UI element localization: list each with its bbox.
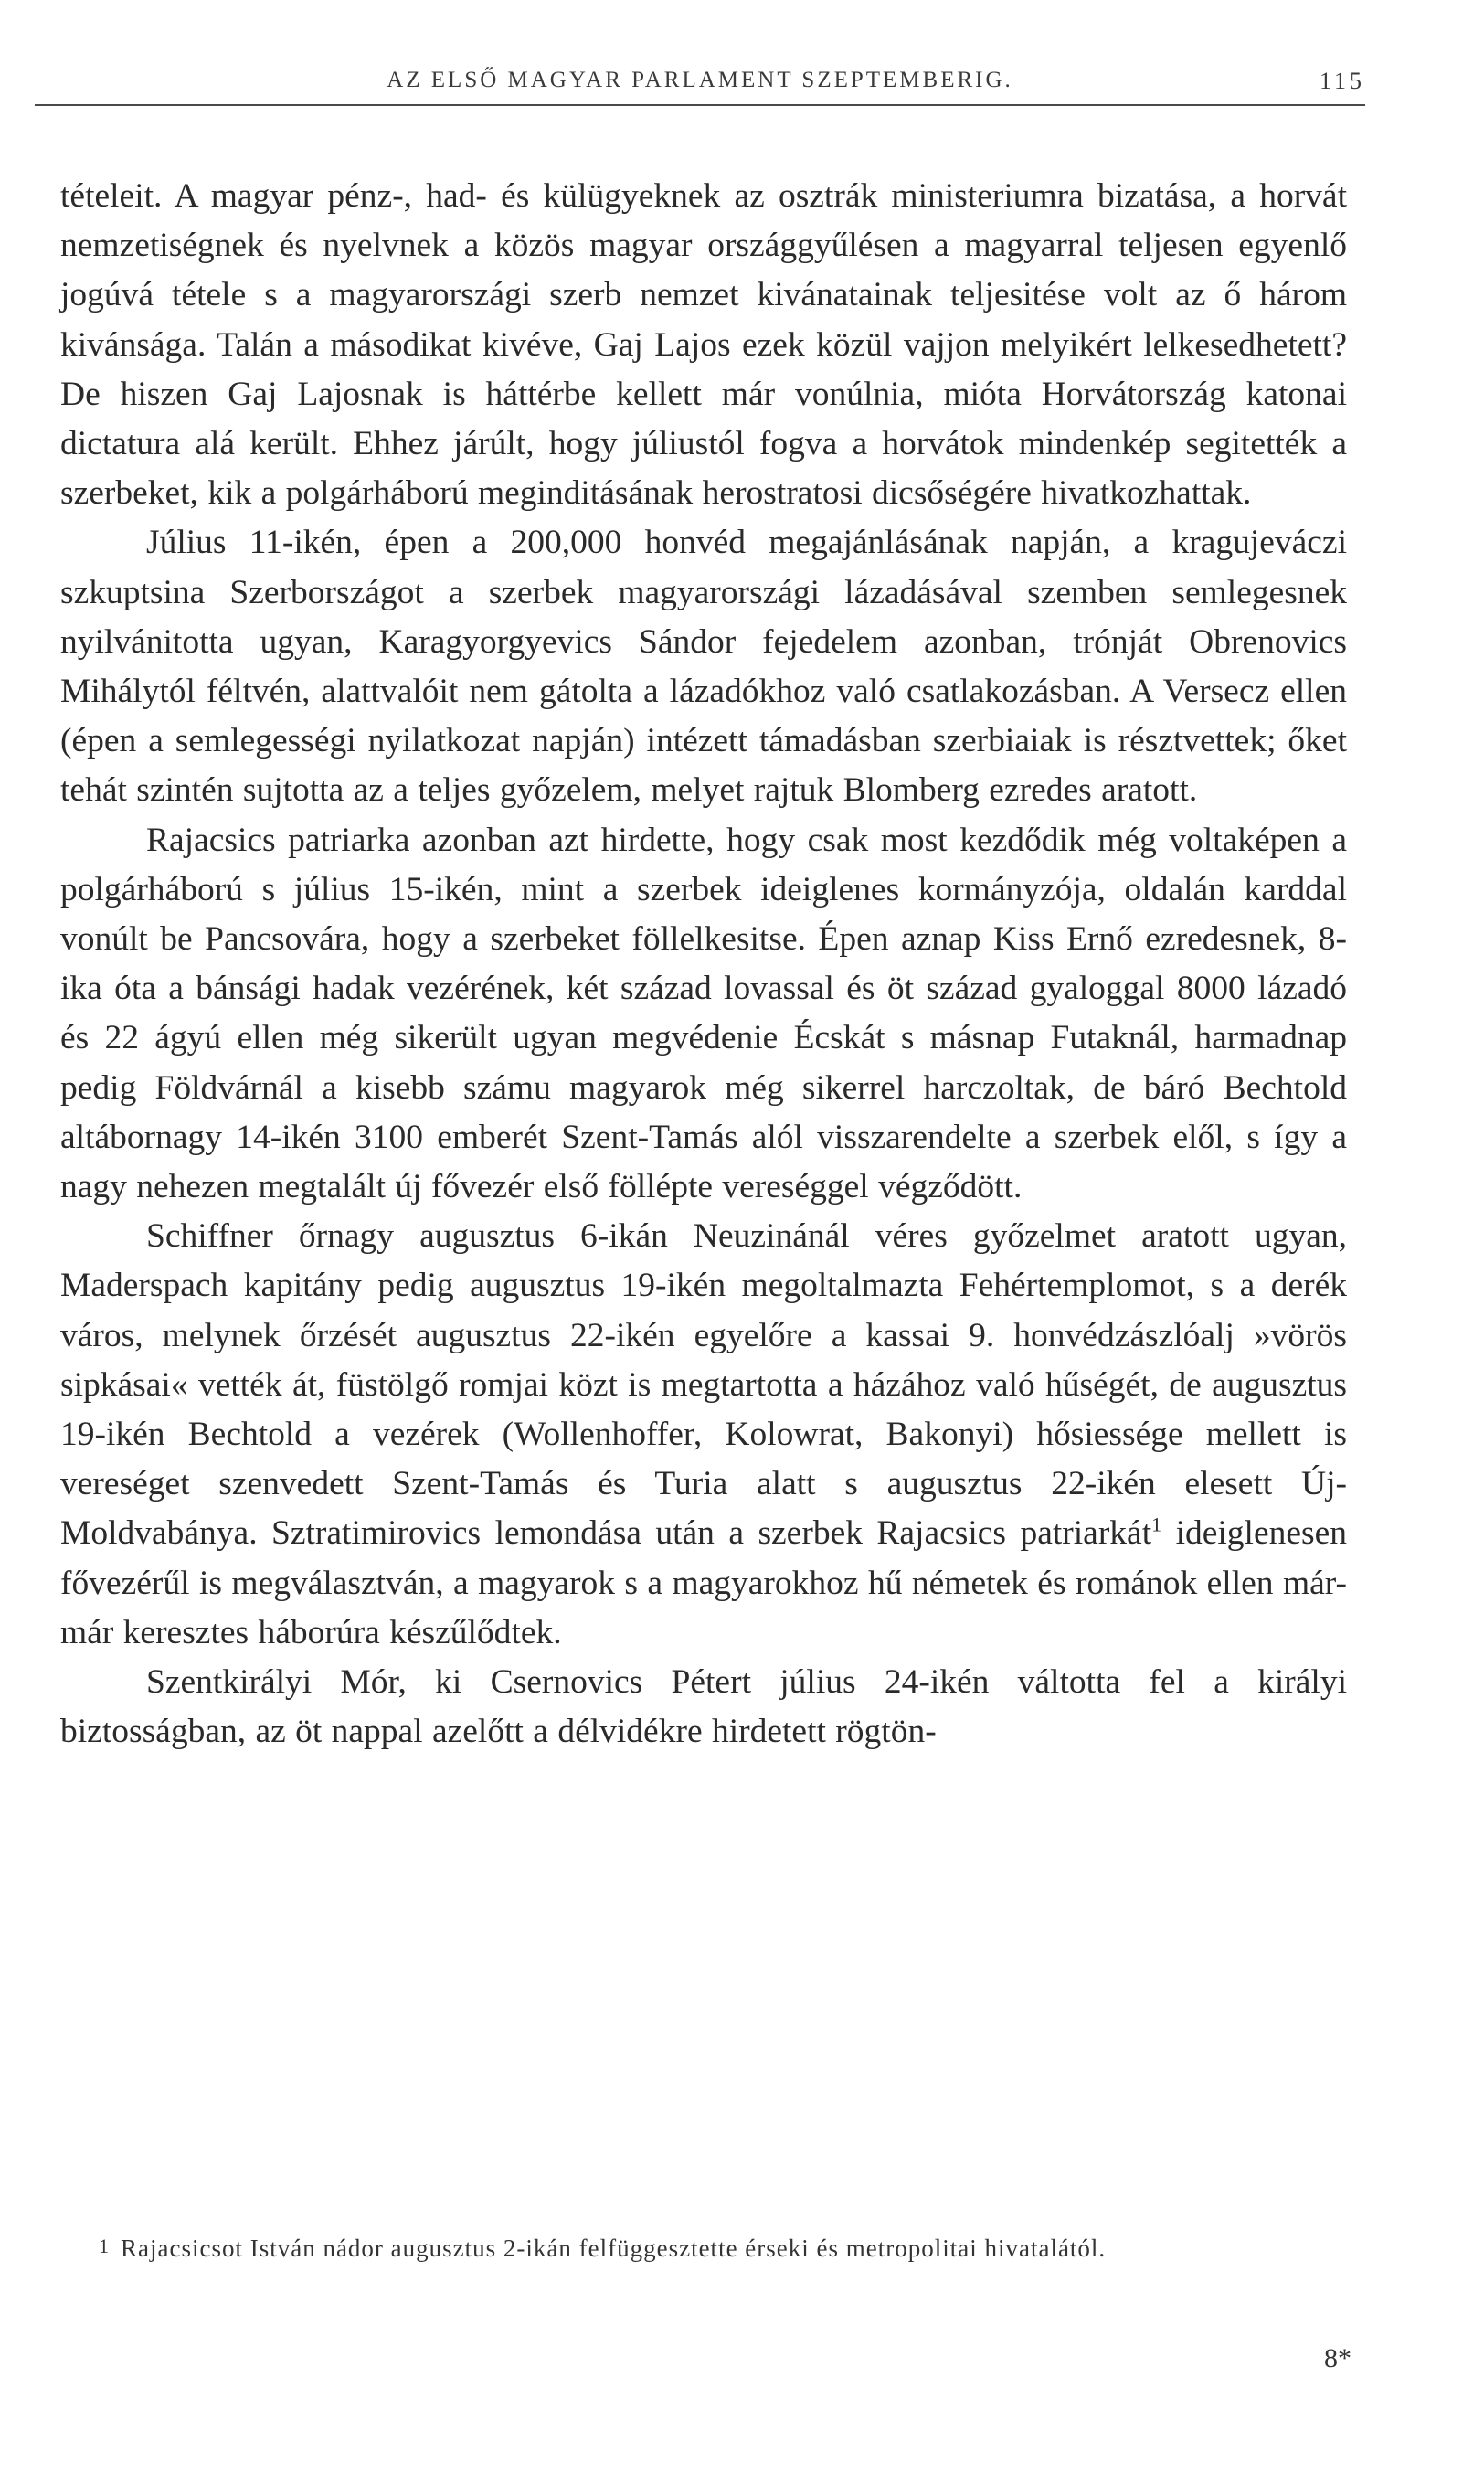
page-number: 115: [1319, 68, 1365, 94]
paragraph: tételeit. A magyar pénz-, had- és külügyeknek az osztrák ministeriumra bizatása, a horvát nemzetiségnek és nyelvnek a közös magyar országgyűlésen a magyarral teljesen egyenlő jogúvá tétele s a magyarországi szerb nemzet kivánatainak teljesitése volt az ő három kivánsága. Talán a másodikat kivéve, Gaj Lajos ezek közül vajjon melyikért lelkesedhetett? De hiszen Gaj Lajosnak is háttérbe kellett már vonúlnia, mióta Horvátország katonai dictatura alá került. Ehhez járúlt, hogy júliustól fogva a horvátok mindenkép segitették a szerbeket, kik a polgárháború meginditásának herostratosi dicsőségére hivatkozhattak.: [60, 177, 1347, 513]
paragraph: Július 11-ikén, épen a 200,000 honvéd megajánlásának napján, a kragujeváczi szkuptsina Szerbországot a szerbek magyarországi lázadásával szemben semlegesnek nyilvánitotta ugyan, Karagyorgyevics Sándor fejedelem azonban, trónját Obrenovics Mihálytól féltvén, alattvalóit nem gátolta a lázadókhoz való csatlakozásban. A Versecz ellen (épen a semlegességi nyilatkozat napján) intézett támadásban szerbiaiak is résztvettek; őket tehát szintén sujtotta az a teljes győzelem, melyet rajtuk Blomberg ezredes aratott.: [60, 524, 1347, 810]
paragraph-text-continued: ideiglenesen fővezérűl is megválasztván, a magyarok s a magyarokhoz hű németek és románok ellen már-már keresztes háborúra készűlődtek.: [60, 1514, 1347, 1651]
signature-mark: 8*: [1324, 2343, 1352, 2373]
paragraph: Szentkirályi Mór, ki Csernovics Pétert július 24-ikén váltotta fel a királyi biztosságban, az öt nappal azelőtt a délvidékre hirdetett rögtön-: [60, 1663, 1347, 1751]
paragraph-text: Schiffner őrnagy augusztus 6-ikán Neuzinánál véres győzelmet aratott ugyan, Maderspach kapitány pedig augusztus 19-ikén megoltalmazta Fehértemplomot, s a derék város, melynek őrzését augusztus 22-ikén egyelőre a kassai 9. honvédzászlóalj »vörös sipkásai« vették át, füstölgő romjai közt is megtartotta a házához való hűségét, de augusztus 19-ikén Bechtold a vezérek (Wollenhoffer, Kolowrat, Bakonyi) hősiessége mellett is vereséget szenvedett Szent-Tamás és Turia alatt s augusztus 22-ikén elesett Új-Moldvabánya. Sztratimirovics lemondása után a szerbek Rajacsics patriarkát: [60, 1217, 1347, 1553]
running-title: AZ ELSŐ MAGYAR PARLAMENT SZEPTEMBERIG.: [387, 68, 1013, 92]
header-rule: [35, 104, 1365, 106]
footnote: [60, 2221, 1347, 2274]
footnote-text: Rajacsicsot István nádor augusztus 2-ikán felfüggesztette érseki és metropolitai hivatalától.: [121, 2235, 1107, 2262]
paragraph: Rajacsics patriarka azonban azt hirdette, hogy csak most kezdődik még voltaképen a polgárháború s július 15-ikén, mint a szerbek ideiglenes kormányzója, oldalán karddal vonúlt be Pancsovára, hogy a szerbeket föllelkesitse. Épen aznap Kiss Ernő ezredesnek, 8-ika óta a bánsági hadak vezérének, két század lovassal és öt század gyaloggal 8000 lázadó és 22 ágyú ellen még sikerült ugyan megvédenie Écskát s másnap Futaknál, harmadnap pedig Földvárnál a kisebb számu magyarok még sikerrel harczoltak, de báró Bechtold altábornagy 14-ikén 3100 emberét Szent-Tamás alól visszarendelte a szerbek elől, s így a nagy nehezen megtalált új fővezér első föllépte vereséggel végződött.: [60, 821, 1347, 1206]
footnote-reference: 1: [1151, 1513, 1162, 1536]
body-text: [60, 172, 1347, 1757]
footnote-mark: 1: [99, 2235, 110, 2257]
running-header: [35, 68, 1365, 106]
paragraph: [60, 1212, 1347, 1658]
